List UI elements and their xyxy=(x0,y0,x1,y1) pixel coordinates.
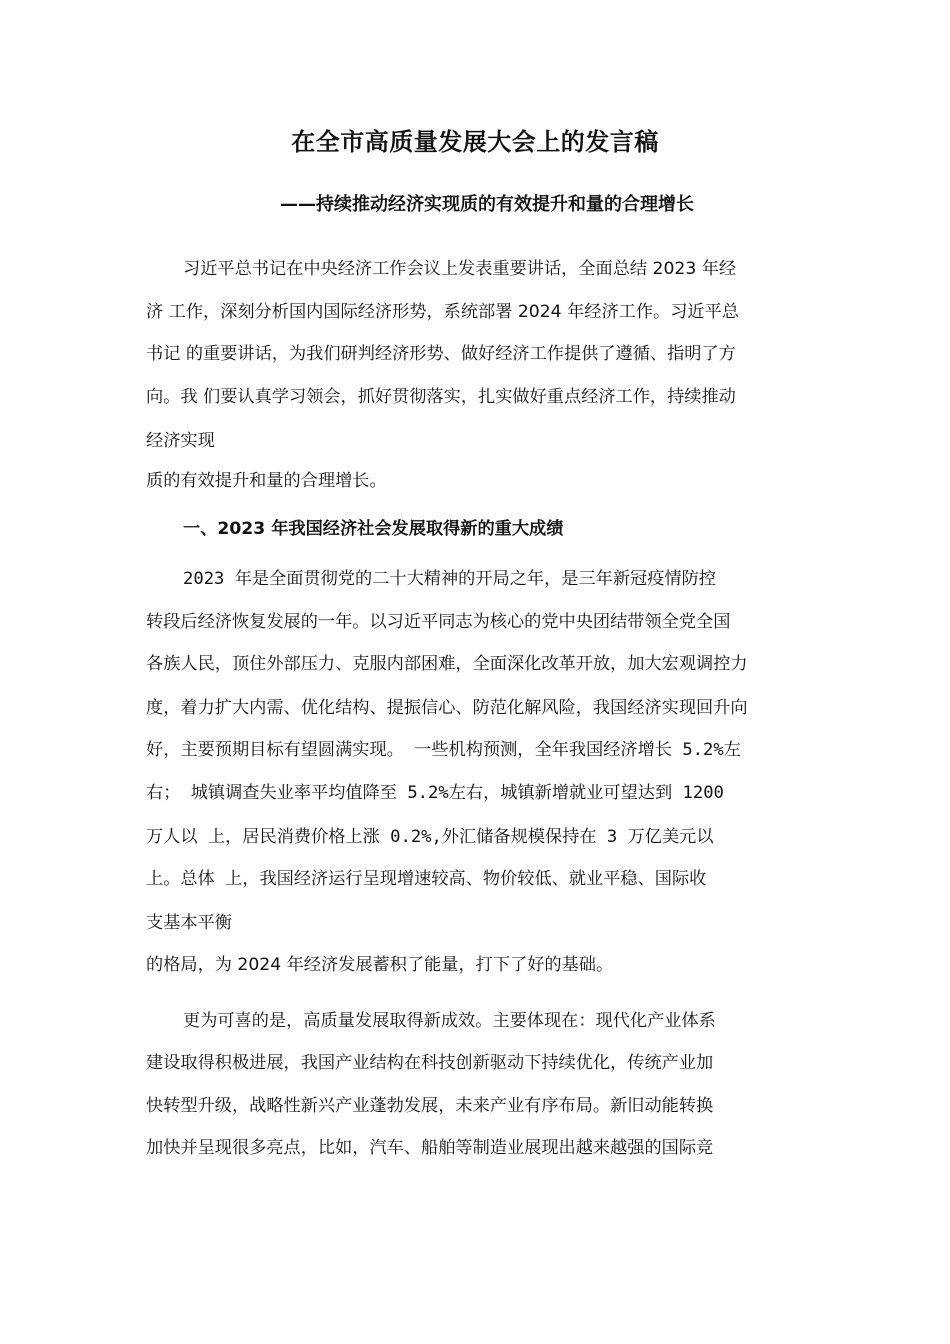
paragraph-line: 书记 的重要讲话，为我们研判经济形势、做好经济工作提供了遵循、指明了方 xyxy=(146,344,736,364)
paragraph-line: 支基本平衡 xyxy=(146,913,232,933)
document-subtitle: ——持续推动经济实现质的有效提升和量的合理增长 xyxy=(280,194,694,215)
paragraph-line: 加快并呈现很多亮点，比如，汽车、船舶等制造业展现出越来越强的国际竞 xyxy=(146,1138,714,1158)
paragraph-line: 向。我 们要认真学习领会，抓好贯彻落实，扎实做好重点经济工作，持续推动 xyxy=(146,387,736,407)
paragraph-line: 好，主要预期目标有望圆满实现。 一些机构预测，全年我国经济增长 5.2%左 xyxy=(146,740,741,760)
paragraph-line: 济 工作，深刻分析国内国际经济形势，系统部署 2024 年经济工作。习近平总 xyxy=(146,302,739,322)
paragraph-line: 2023 年是全面贯彻党的二十大精神的开局之年，是三年新冠疫情防控 xyxy=(183,569,716,589)
paragraph-line: 转段后经济恢复发展的一年。以习近平同志为核心的党中央团结带领全党全国 xyxy=(146,612,731,632)
document-title: 在全市高质量发展大会上的发言稿 xyxy=(291,128,659,156)
paragraph-line: 万人以 上，居民消费价格上涨 0.2%,外汇储备规模保持在 3 万亿美元以 xyxy=(146,827,714,847)
paragraph-line: 质的有效提升和量的合理增长。 xyxy=(146,471,387,491)
paragraph-line: 的格局，为 2024 年经济发展蓄积了能量，打下了好的基础。 xyxy=(146,955,614,975)
paragraph-line: 建设取得积极进展，我国产业结构在科技创新驱动下持续优化，传统产业加 xyxy=(146,1053,714,1073)
paragraph-line: 习近平总书记在中央经济工作会议上发表重要讲话，全面总结 2023 年经 xyxy=(183,259,737,279)
paragraph-line: 度，着力扩大内需、优化结构、提振信心、防范化解风险，我国经济实现回升向 xyxy=(146,698,748,718)
paragraph-line: 快转型升级，战略性新兴产业蓬勃发展，未来产业有序布局。新旧动能转换 xyxy=(146,1096,714,1116)
paragraph-line: 上。总体 上，我国经济运行呈现增速较高、物价较低、就业平稳、国际收 xyxy=(146,869,707,889)
paragraph-line: 各族人民，顶住外部压力、克服内部困难，全面深化改革开放，加大宏观调控力 xyxy=(146,654,748,674)
paragraph-line: 经济实现 xyxy=(146,431,215,451)
paragraph-line: 更为可喜的是，高质量发展取得新成效。主要体现在：现代化产业体系 xyxy=(183,1011,716,1031)
paragraph-line: 右； 城镇调查失业率平均值降至 5.2%左右，城镇新增就业可望达到 1200 xyxy=(146,783,724,803)
section-heading: 一、2023 年我国经济社会发展取得新的重大成绩 xyxy=(183,519,564,539)
